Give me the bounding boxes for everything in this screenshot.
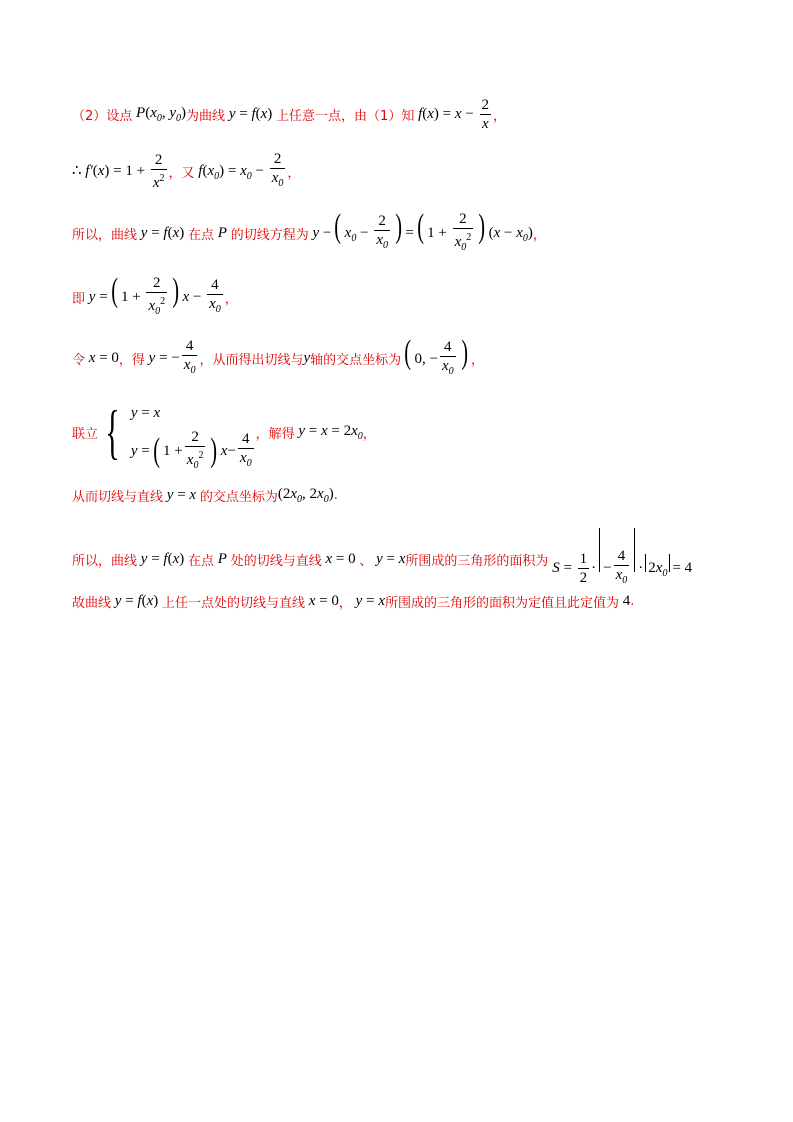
math-y-intercept: y = − $\frac{4}{x_0}$ [145, 337, 200, 380]
solution-line-1 [72, 96, 753, 133]
math-line-yx: y = x [351, 593, 385, 609]
math-intersection-point: ($2x_0$, $2x_0$) [277, 486, 334, 505]
text: 处的切线与直线 [230, 553, 322, 569]
math-y-axis-point: ( 0, − $\frac{4}{x_0}$ ) [401, 336, 471, 381]
math-x-zero: x = 0 [321, 550, 356, 567]
math-fx0: $f(x_0) = x_0$ − $\frac{2}{x_0}$ [195, 150, 288, 193]
text: ， [362, 426, 376, 442]
text: 故曲线 [72, 596, 112, 611]
text: （2）设点 [72, 109, 133, 124]
solution-line-6 [72, 394, 753, 470]
text: 从而切线与直线 [72, 490, 164, 505]
math-curve: y = f(x) [137, 225, 185, 242]
solution-line-4 [72, 274, 753, 321]
text: 所以，曲线 [72, 553, 138, 569]
text: 所以，曲线 [72, 228, 138, 244]
math-curve: y = f(x) [137, 550, 185, 567]
text: 轴的交点坐标为 [310, 353, 402, 369]
text: 即 [72, 292, 86, 308]
math-x-zero: x = 0 [85, 350, 119, 367]
math-line-yx: y = x [372, 550, 406, 567]
text: . [333, 488, 338, 503]
text: ， [338, 596, 352, 611]
math-system: { y = x y = ( 1 + $\frac{2}{x_0^2}$ ) x − $\frac{4}{x_0}$ [98, 394, 256, 470]
text: 在点 [188, 228, 215, 244]
text: 上任一点处的切线与直线 [162, 596, 306, 611]
text: 的切线方程为 [230, 228, 309, 244]
text: ，又 [168, 166, 195, 181]
text: 联立 [72, 426, 99, 442]
text: 令 [72, 353, 86, 369]
text: ，从而得出切线与 [199, 353, 304, 369]
math-tangent-equation: y −( $x_0$ − $\frac{2}{x_0}$ ) =( 1 + $\frac{2}{x_0^2}$ ) $(x - x_0)$ [309, 210, 533, 257]
text: ， [470, 353, 484, 369]
text: 为曲线 [186, 109, 226, 124]
solution-line-5 [72, 336, 753, 381]
text: ， [532, 228, 546, 244]
math-curve: y = f(x) [111, 593, 159, 609]
math-x-zero: x = 0 [305, 593, 339, 609]
text: 所围成的三角形的面积为 [405, 553, 549, 569]
solution-line-9 [72, 592, 753, 611]
math-derivative: ∴ f′(x) = 1 + $\frac{2}{x^2}$ [72, 152, 165, 191]
text: ， [493, 109, 507, 124]
math-p: P [214, 550, 231, 567]
math-four: 4 [619, 593, 631, 609]
text: ，解得 [255, 426, 295, 442]
math-solution: $y = x = 2x_0$ [294, 422, 363, 442]
math-y: y [303, 350, 311, 367]
solution-line-8 [72, 528, 753, 590]
text: ，得 [118, 353, 145, 369]
solution-line-7 [72, 486, 753, 505]
math-line-yx: y = x [163, 487, 200, 503]
math-p: P [214, 225, 231, 242]
text: 所围成的三角形的面积为定值且此定值为 [384, 596, 619, 611]
solution-line-2 [72, 150, 753, 193]
math-point-p: $P(x_0$, $y_0$) [132, 105, 187, 124]
text: 在点 [188, 553, 215, 569]
solution-line-3 [72, 210, 753, 257]
text: 上任意一点，由（1）知 [276, 109, 415, 124]
text: . [630, 594, 635, 609]
math-curve: y = f(x) [225, 106, 273, 122]
text: ， [224, 292, 238, 308]
text: ， [287, 166, 301, 181]
math-area: S = $\frac{1}{2}$ · − $\frac{4}{x_0}$ · $2x_0 = 4$ [548, 528, 692, 590]
text: 、 [359, 553, 373, 569]
math-tangent-simplified: y =( 1 + $\frac{2}{x_0^2}$ ) x − $\frac{4}{x_0}$ [85, 274, 225, 321]
text: 的交点坐标为 [199, 490, 278, 505]
math-fx-formula: f(x) = x − $\frac{2}{x}$ [414, 97, 490, 132]
